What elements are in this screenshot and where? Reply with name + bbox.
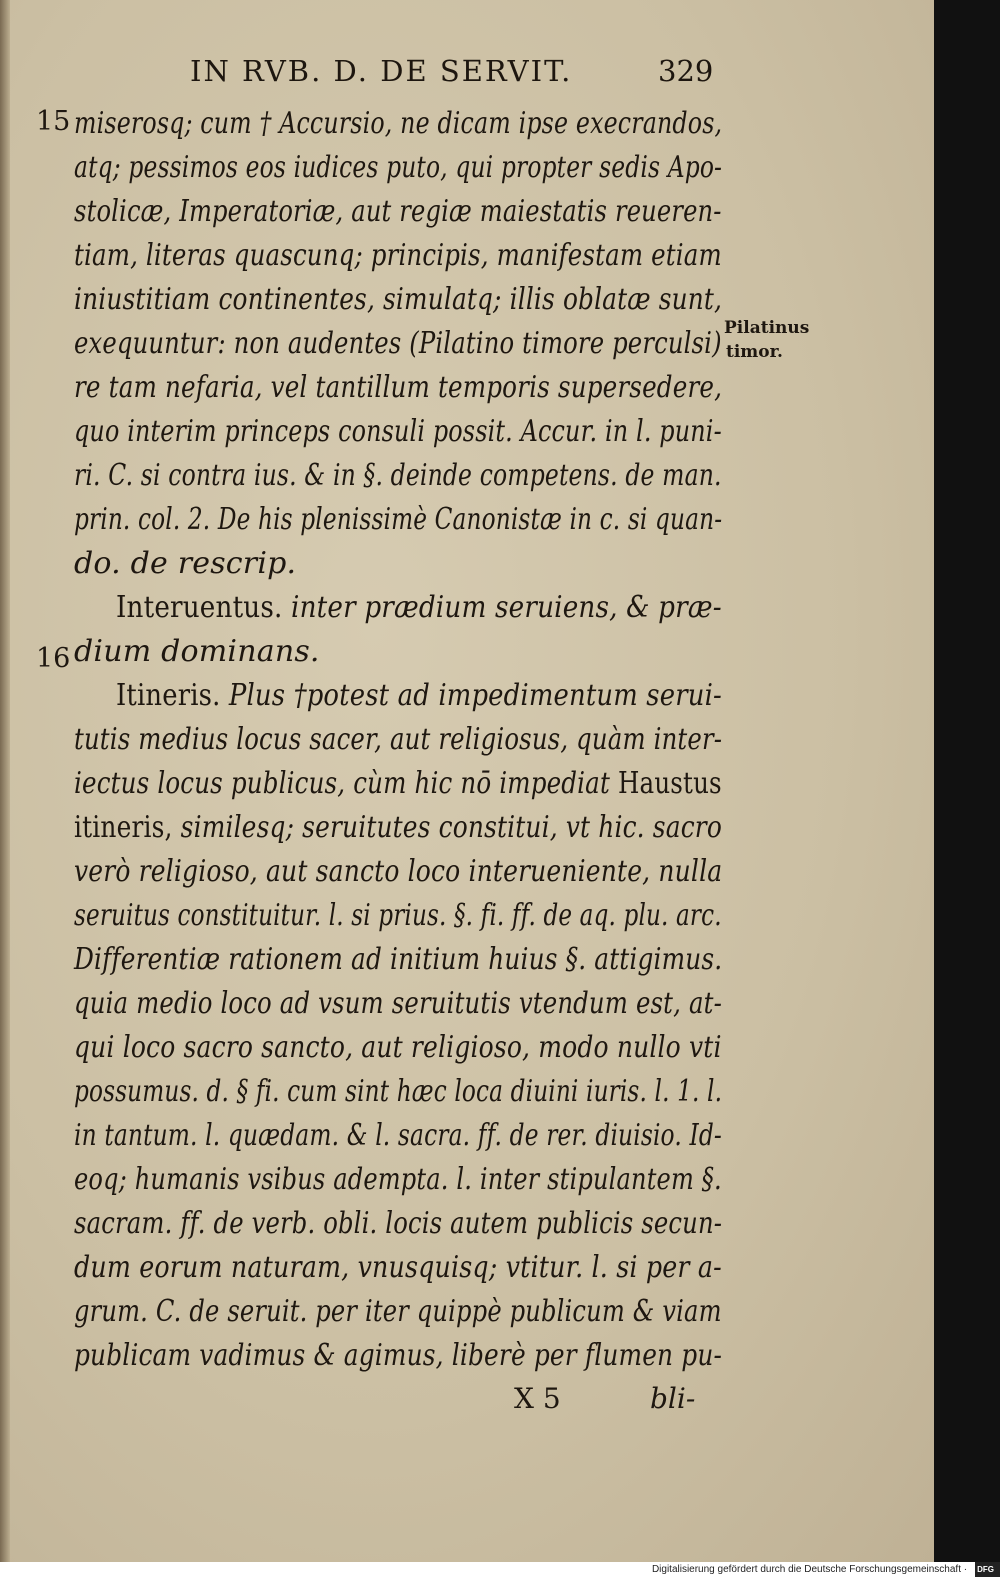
text-line: grum. C. de seruit. per iter quippè publicum & viam bbox=[74, 1294, 722, 1329]
text-line-haustus bbox=[74, 766, 722, 801]
text-line: seruitus constituitur. l. si prius. §. fi. ff. de aq. plu. arc. bbox=[74, 898, 722, 933]
lemma-interuentus: Interuentus. bbox=[116, 590, 283, 625]
text-line: miserosq; cum † Accursio, ne dicam ipse execrandos, bbox=[74, 106, 723, 141]
text-line: atq; pessimos eos iudices puto, qui propter sedis Apo- bbox=[74, 150, 723, 185]
text-line: tutis medius locus sacer, aut religiosus, quàm inter- bbox=[74, 722, 723, 757]
text-line: prin. col. 2. De his plenissimè Canonistæ in c. si quan- bbox=[74, 502, 723, 537]
margin-number-16: 16 bbox=[36, 643, 71, 674]
text-line: possumus. d. § fi. cum sint hæc loca diuini iuris. l. 1. l. bbox=[74, 1074, 723, 1109]
catchword: bli- bbox=[650, 1382, 696, 1415]
digitization-footer bbox=[0, 1562, 1000, 1577]
text-line: stolicæ, Imperatoriæ, aut regiæ maiestatis reueren- bbox=[74, 194, 722, 229]
text-line: verò religioso, aut sancto loco interueniente, nulla bbox=[74, 854, 723, 889]
text-line: exequuntur: non audentes (Pilatino timore perculsi) bbox=[74, 326, 722, 361]
text-line: sacram. ff. de verb. obli. locis autem publicis secun- bbox=[74, 1206, 723, 1241]
page-number: 329 bbox=[658, 54, 714, 88]
lemma-itineris: Itineris. bbox=[116, 678, 221, 713]
text-line: dum eorum naturam, vnusquisq; vtitur. l. si per a- bbox=[74, 1250, 722, 1285]
text-line: Differentiæ rationem ad initium huius §. attigimus. bbox=[74, 942, 723, 977]
text-fragment: iectus locus publicus, cùm hic nō impediat bbox=[74, 766, 618, 801]
signature-mark: X 5 bbox=[514, 1382, 561, 1415]
text-line: dium dominans. bbox=[74, 634, 320, 669]
text-line-itineris-2 bbox=[74, 810, 722, 845]
text-line: quo interim princeps consuli possit. Accur. in l. puni- bbox=[74, 414, 722, 449]
dfg-logo: DFG bbox=[975, 1562, 1000, 1577]
text-line: iniustitiam continentes, simulatq; illis oblatæ sunt, bbox=[74, 282, 723, 317]
footer-text: Digitalisierung gefördert durch die Deutsche Forschungsgemeinschaft · bbox=[651, 1564, 968, 1575]
text-line: publicam vadimus & agimus, liberè per flumen pu- bbox=[74, 1338, 723, 1373]
text-line: qui loco sacro sancto, aut religioso, modo nullo vti bbox=[74, 1030, 722, 1065]
text-line: tiam, literas quascunq; principis, manifestam etiam bbox=[74, 238, 722, 273]
lemma-itineris-2: itineris, bbox=[74, 810, 181, 845]
running-title: IN RVB. D. DE SERVIT. bbox=[190, 54, 573, 88]
text-line: ri. C. si contra ius. & in §. deinde competens. de man. bbox=[74, 458, 722, 493]
page-gutter-shadow bbox=[0, 0, 10, 1562]
text-fragment: inter prædium seruiens, & præ- bbox=[282, 590, 722, 625]
text-fragment: similesq; seruitutes constitui, vt hic. sacro bbox=[180, 810, 722, 845]
lemma-haustus: Haustus bbox=[617, 766, 722, 801]
text-line: in tantum. l. quædam. & l. sacra. ff. de rer. diuisio. Id- bbox=[74, 1118, 722, 1153]
margin-number-15: 15 bbox=[36, 106, 71, 137]
text-fragment: Plus †potest ad impedimentum serui- bbox=[220, 678, 722, 713]
scan-background bbox=[934, 0, 1000, 1562]
text-line-interuentus bbox=[116, 590, 722, 625]
text-line: quia medio loco ad vsum seruitutis vtendum est, at- bbox=[74, 986, 722, 1021]
text-line-itineris bbox=[116, 678, 722, 713]
text-line: do. de rescrip. bbox=[74, 546, 297, 581]
text-line: eoq; humanis vsibus adempta. l. inter stipulantem §. bbox=[74, 1162, 722, 1197]
marginal-note-line2: timor. bbox=[726, 342, 783, 362]
marginal-note-line1: Pilatinus bbox=[724, 318, 810, 338]
text-line: re tam nefaria, vel tantillum temporis supersedere, bbox=[74, 370, 723, 405]
